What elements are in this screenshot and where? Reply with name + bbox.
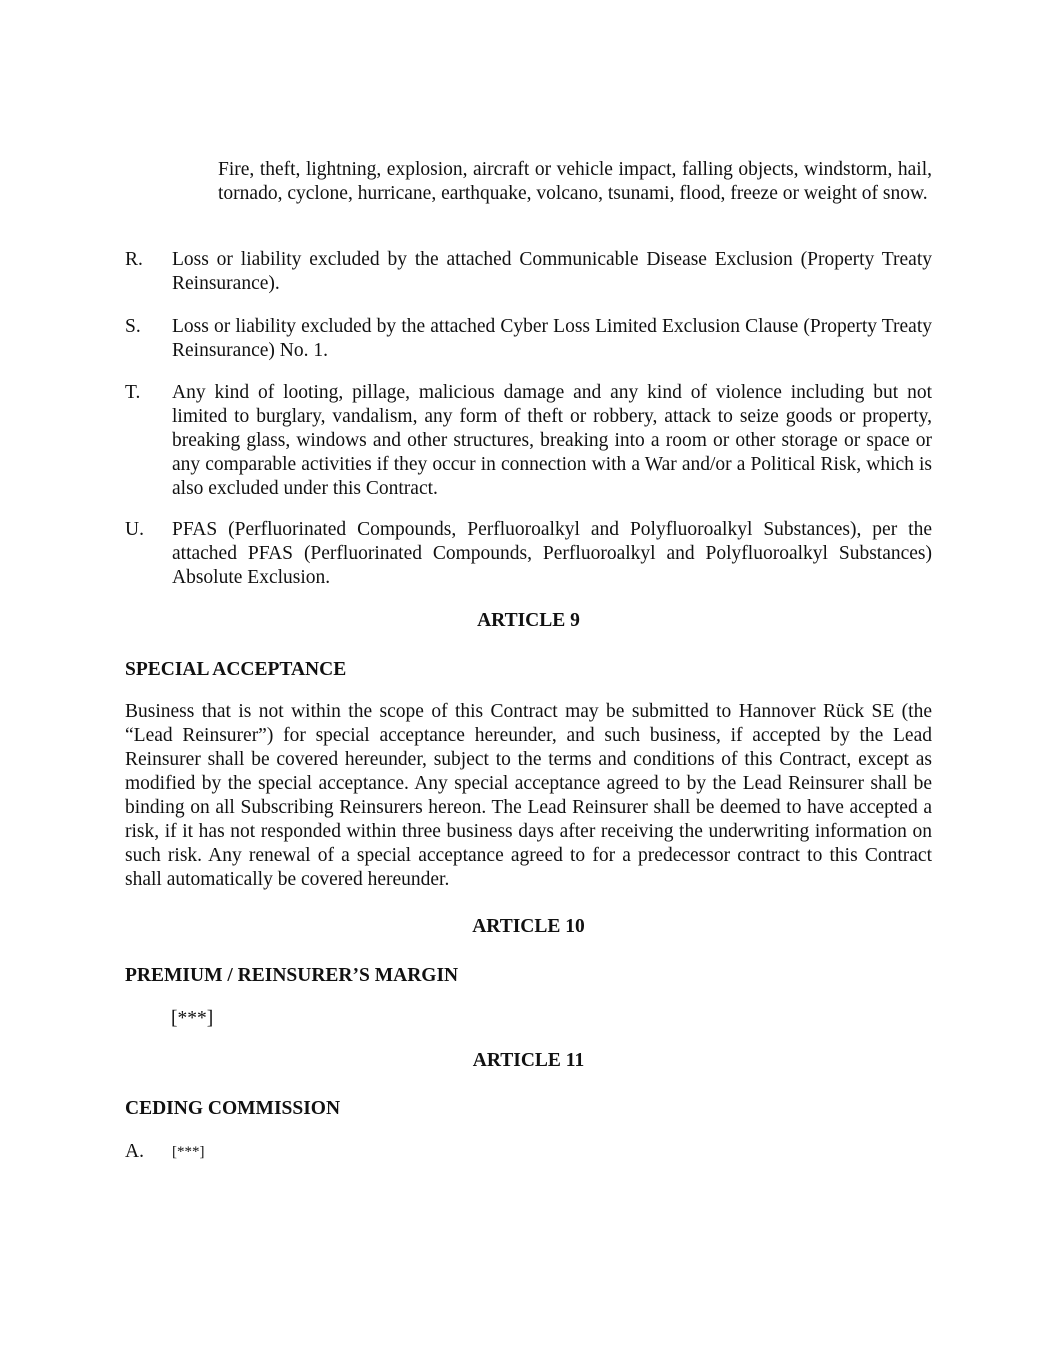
- exclusion-item-r: [125, 248, 932, 296]
- exclusion-text: PFAS (Perfluorinated Compounds, Perfluoroalkyl and Polyfluoroalkyl Substances), per the attached PFAS (Perfluorinated Compounds, Perfluoroalkyl and Polyfluoroalkyl Substances) Absolute Exclusion.: [172, 519, 932, 588]
- exclusion-letter: S.: [125, 316, 141, 337]
- exclusion-text: Loss or liability excluded by the attached Cyber Loss Limited Exclusion Clause (Property Treaty Reinsurance) No. 1.: [172, 316, 932, 361]
- article-10-number: ARTICLE 10: [472, 916, 585, 937]
- exclusion-letter: R.: [125, 249, 143, 270]
- article-10-title: PREMIUM / REINSURER’S MARGIN: [125, 965, 459, 986]
- exclusion-item-t: [125, 381, 932, 501]
- exclusion-text: Any kind of looting, pillage, malicious damage and any kind of violence including but not limited to burglary, vandalism, any form of theft or robbery, attack to seize goods or property, breaking glass, windows and other structures, breaking into a room or other storage or space or any comparable activities if they occur in connection with a War and/or a Political Risk, which is also excluded under this Contract.: [172, 382, 932, 499]
- exclusion-item-s: [125, 315, 932, 363]
- article-11-title: CEDING COMMISSION: [125, 1098, 341, 1119]
- article-9-body: Business that is not within the scope of this Contract may be submitted to Hannover Rück SE (the “Lead Reinsurer”) for special acceptance hereunder, and such business, if accepted by the Lead Reinsurer shall be covered hereunder, subject to the terms and conditions of this Contract, except as modified by the special acceptance. Any special acceptance agreed to by the Lead Reinsurer shall be binding on all Subscribing Reinsurers hereon. The Lead Reinsurer shall be deemed to have accepted a risk, if it has not responded within three business days after receiving the underwriting information on such risk. Any renewal of a special acceptance agreed to for a predecessor contract to this Contract shall automatically be covered hereunder.: [125, 701, 932, 890]
- exclusion-letter: U.: [125, 519, 144, 540]
- item-letter: A.: [125, 1141, 144, 1162]
- article-9-number: ARTICLE 9: [477, 610, 580, 631]
- exclusion-text: Loss or liability excluded by the attached Communicable Disease Exclusion (Property Treaty Reinsurance).: [172, 249, 932, 294]
- article-11-number: ARTICLE 11: [472, 1050, 585, 1071]
- exclusion-letter: T.: [125, 382, 141, 403]
- article-11-item-a: [125, 1140, 932, 1164]
- exclusion-item-u: [125, 518, 932, 590]
- article-10-redacted: [***]: [171, 1008, 214, 1029]
- intro-paragraph: Fire, theft, lightning, explosion, aircraft or vehicle impact, falling objects, windstorm, hail, tornado, cyclone, hurricane, earthquake, volcano, tsunami, flood, freeze or weight of snow.: [218, 159, 932, 204]
- article-11-redacted: [***]: [172, 1144, 205, 1160]
- article-9-title: SPECIAL ACCEPTANCE: [125, 659, 347, 680]
